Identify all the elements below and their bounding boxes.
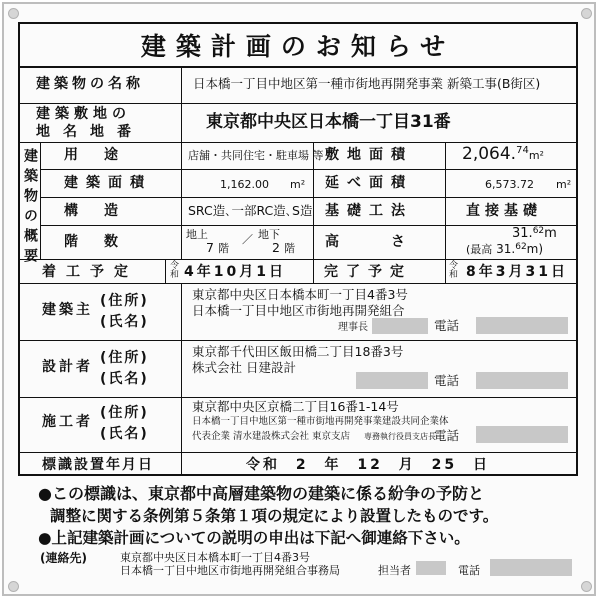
contractor-address: 東京都中央区京橋二丁目16番1-14号	[192, 399, 399, 414]
building-name-label: 建築物の名称	[36, 76, 144, 92]
note-line-2: 調整に関する条例第５条第１項の規定により設置したものです。	[50, 507, 499, 525]
screw-icon	[581, 581, 592, 592]
contact-label: (連絡先)	[40, 551, 87, 565]
start-label: 着工予定	[42, 264, 138, 280]
total-floor-unit: m²	[556, 178, 572, 191]
designer-name-label: (氏名)	[100, 371, 149, 387]
designer-address: 東京都千代田区飯田橋二丁目18番3号	[192, 344, 404, 359]
redacted-block	[476, 317, 568, 334]
site-area-value: 2,064.74m²	[462, 144, 544, 164]
building-name-value: 日本橋一丁目中地区第一種市街地再開発事業 新築工事(B街区)	[193, 76, 541, 91]
contractor-name: 日本橋一丁目中地区第一種市街地再開発事業建設共同企業体	[192, 416, 449, 427]
owner-name: 日本橋一丁目中地区市街地再開発組合	[192, 303, 405, 318]
contractor-phone-label: 電話	[434, 428, 460, 443]
owner-label: 建築主	[42, 302, 93, 318]
structure-label: 構造	[64, 203, 144, 219]
note-line-3: ●上記建築計画についての説明の申出は下記へ御連絡下さい。	[38, 529, 470, 547]
redacted-block	[490, 559, 572, 576]
site-area-label: 敷地面積	[325, 147, 413, 163]
site-label-1: 建築敷地の	[36, 106, 131, 122]
completion-era: 令和	[449, 261, 459, 280]
site-value: 東京都中央区日本橋一丁目31番	[206, 112, 451, 132]
contractor-label: 施工者	[42, 414, 93, 430]
building-area-label: 建築面積	[64, 175, 152, 191]
height-max: (最高 31.62m)	[466, 242, 544, 256]
height-label: 高さ	[325, 234, 457, 250]
screw-icon	[581, 8, 592, 19]
contractor-addr-label: (住所)	[100, 405, 149, 421]
owner-phone-label: 電話	[434, 318, 460, 333]
foundation-value: 直接基礎	[466, 203, 542, 219]
foundation-label: 基礎工法	[325, 203, 413, 219]
designer-phone-label: 電話	[434, 373, 460, 388]
start-date: 4年10月1日	[184, 264, 286, 280]
notice-table	[18, 22, 578, 476]
owner-address: 東京都中央区日本橋本町一丁目4番3号	[192, 287, 408, 302]
redacted-block	[476, 426, 568, 443]
note-line-1: ●この標識は、東京都中高層建築物の建築に係る紛争の予防と	[38, 484, 484, 503]
designer-addr-label: (住所)	[100, 350, 149, 366]
floors-divider: ／	[242, 233, 253, 246]
redacted-block	[416, 561, 446, 575]
owner-name-label: (氏名)	[100, 314, 149, 330]
floors-above: 7 階	[206, 240, 229, 255]
use-value: 店舗・共同住宅・駐車場 等	[188, 149, 324, 162]
owner-title: 理事長	[338, 322, 368, 333]
floors-above-label: 地上	[186, 228, 208, 241]
designer-label: 設計者	[42, 359, 93, 375]
height-value: 31.62m	[512, 226, 557, 241]
contractor-name-label: (氏名)	[100, 426, 149, 442]
total-floor-label: 延べ面積	[325, 175, 413, 191]
notice-title: 建築計画のお知らせ	[20, 24, 576, 68]
floors-below: 2 階	[272, 240, 295, 255]
screw-icon	[8, 581, 19, 592]
contact-phone-label: 電話	[458, 564, 480, 577]
overview-label: 建築物の概要	[22, 148, 38, 268]
structure-value: SRC造､一部RC造､S造	[188, 203, 313, 218]
site-label-2: 地名地番	[36, 124, 144, 140]
redacted-block	[372, 318, 428, 334]
designer-name: 株式会社 日建設計	[192, 360, 296, 375]
contact-address: 東京都中央区日本橋本町一丁目4番3号	[120, 551, 310, 564]
building-area-unit: m²	[290, 178, 306, 191]
completion-date: 8年3月31日	[466, 264, 568, 280]
posted-label: 標識設置年月日	[42, 457, 154, 473]
start-era: 令和	[170, 261, 180, 280]
floors-label: 階数	[64, 234, 144, 250]
contractor-rep: 代表企業 清水建設株式会社 東京支店	[192, 431, 351, 442]
contractor-rep-title: 専務執行役員支店長	[364, 432, 436, 441]
posted-date: 令和 2 年 12 月 25 日	[246, 457, 490, 473]
building-area-value: 1,162.00	[220, 178, 269, 191]
use-label: 用途	[64, 147, 144, 163]
contact-org: 日本橋一丁目中地区市街地再開発組合事務局	[120, 564, 340, 577]
contact-person-label: 担当者	[378, 564, 411, 577]
completion-label: 完了予定	[324, 264, 412, 280]
screw-icon	[8, 8, 19, 19]
redacted-block	[476, 372, 568, 389]
owner-addr-label: (住所)	[100, 293, 149, 309]
floors-below-label: 地下	[258, 228, 280, 241]
redacted-block	[356, 372, 428, 389]
total-floor-value: 6,573.72	[485, 178, 534, 191]
